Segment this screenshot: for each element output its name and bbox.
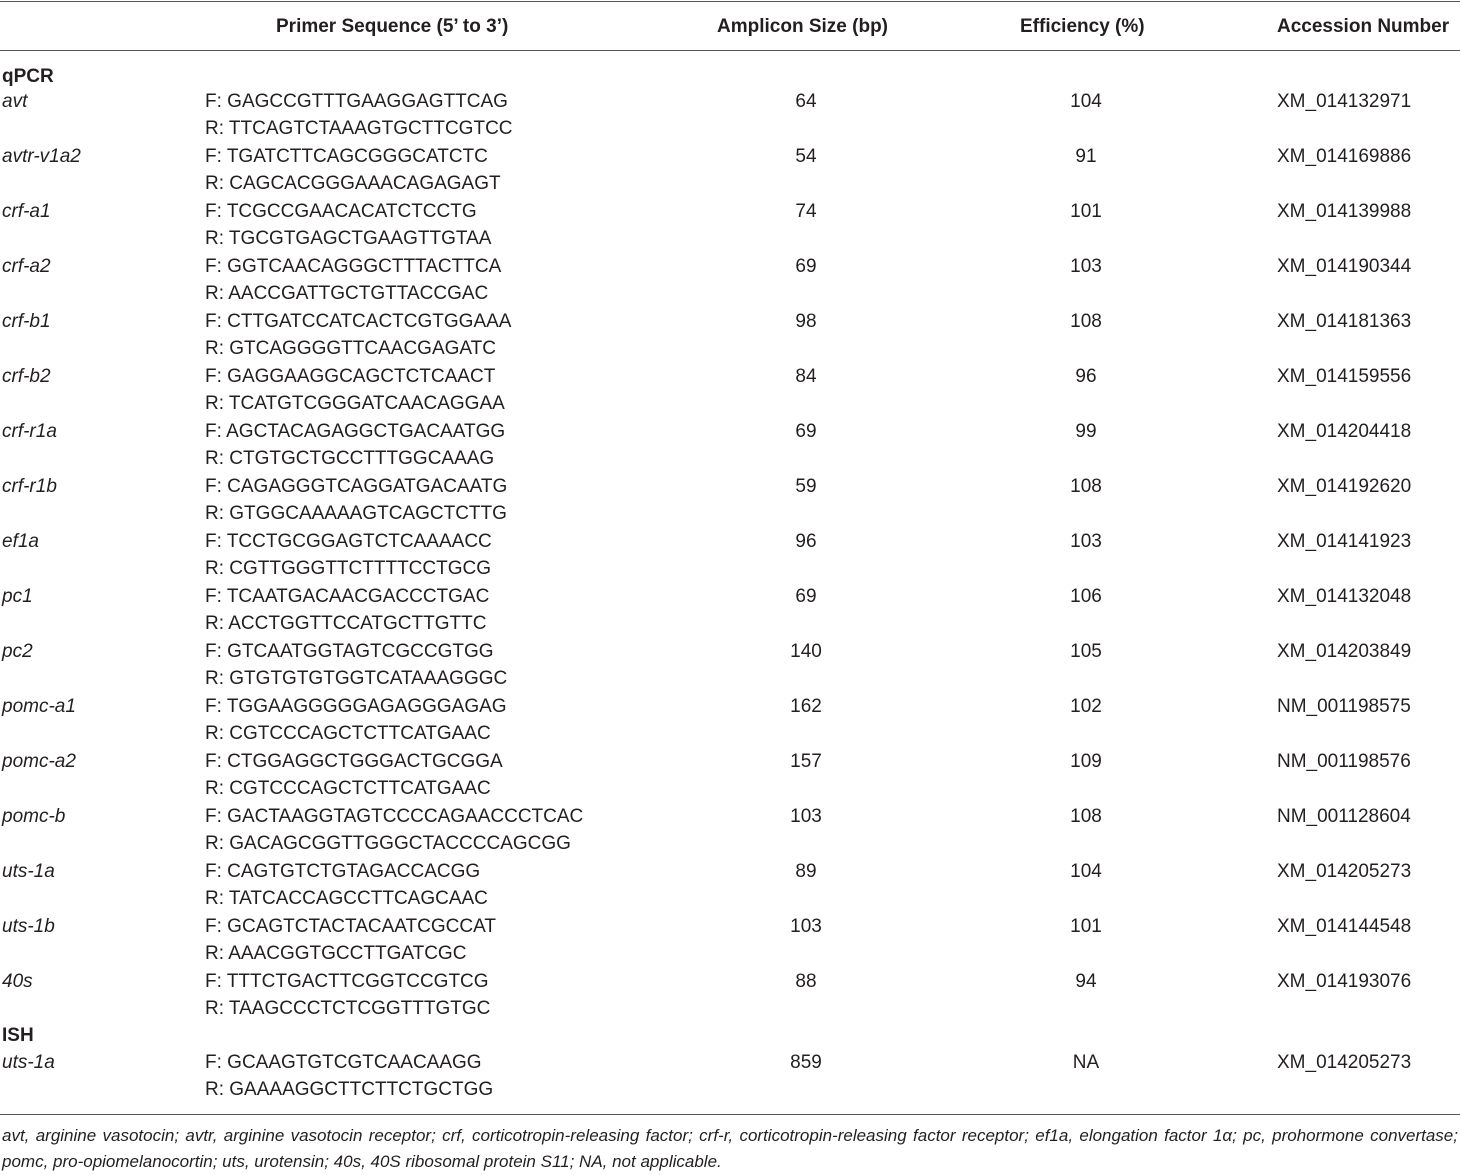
gene-name: pomc-a2	[2, 751, 76, 772]
header-rule	[0, 50, 1460, 51]
reverse-primer: R: GTGTGTGTGGTCATAAAGGGC	[205, 668, 508, 689]
efficiency-value: 103	[1070, 531, 1102, 552]
reverse-primer: R: TCATGTCGGGATCAACAGGAA	[205, 393, 505, 414]
gene-name: avt	[2, 91, 28, 112]
table-bottom-rule	[0, 1114, 1460, 1115]
header-primer-sequence: Primer Sequence (5’ to 3’)	[276, 16, 509, 37]
gene-name: crf-r1a	[2, 421, 57, 442]
amplicon-size: 88	[795, 971, 817, 992]
table-row	[0, 254, 1460, 308]
accession-number: NM_001128604	[1277, 806, 1411, 827]
reverse-primer: R: CGTTGGGTTCTTTTCCTGCG	[205, 558, 492, 579]
efficiency-value: 94	[1075, 971, 1097, 992]
forward-primer: F: TGGAAGGGGGAGAGGGAGAG	[205, 696, 507, 717]
accession-number: XM_014205273	[1277, 1052, 1412, 1073]
gene-name: avtr-v1a2	[2, 146, 81, 167]
table-row	[0, 144, 1460, 198]
table-row	[0, 1050, 1460, 1104]
table-row	[0, 474, 1460, 528]
amplicon-size: 69	[795, 586, 817, 607]
efficiency-value: 108	[1070, 806, 1102, 827]
forward-primer: F: GAGGAAGGCAGCTCTCAACT	[205, 366, 496, 387]
amplicon-size: 140	[790, 641, 822, 662]
amplicon-size: 859	[790, 1052, 822, 1073]
accession-number: XM_014203849	[1277, 641, 1412, 662]
table-row	[0, 914, 1460, 968]
forward-primer: F: AGCTACAGAGGCTGACAATGG	[205, 421, 506, 442]
reverse-primer: R: GTCAGGGGTTCAACGAGATC	[205, 338, 496, 359]
accession-number: XM_014205273	[1277, 861, 1412, 882]
gene-name: crf-a2	[2, 256, 51, 277]
table-row	[0, 694, 1460, 748]
forward-primer: F: TCCTGCGGAGTCTCAAAACC	[205, 531, 492, 552]
accession-number: XM_014181363	[1277, 311, 1412, 332]
table-row	[0, 804, 1460, 858]
amplicon-size: 59	[795, 476, 817, 497]
efficiency-value: 104	[1070, 861, 1102, 882]
efficiency-value: 108	[1070, 476, 1102, 497]
forward-primer: F: CTTGATCCATCACTCGTGGAAA	[205, 311, 512, 332]
accession-number: XM_014139988	[1277, 201, 1412, 222]
table-row	[0, 749, 1460, 803]
efficiency-value: 101	[1070, 916, 1102, 937]
accession-number: XM_014190344	[1277, 256, 1412, 277]
accession-number: XM_014132048	[1277, 586, 1412, 607]
amplicon-size: 98	[795, 311, 817, 332]
amplicon-size: 103	[790, 916, 822, 937]
accession-number: NM_001198576	[1277, 751, 1411, 772]
reverse-primer: R: CTGTGCTGCCTTTGGCAAAG	[205, 448, 495, 469]
table-row	[0, 639, 1460, 693]
forward-primer: F: TTTCTGACTTCGGTCCGTCG	[205, 971, 489, 992]
forward-primer: F: GTCAATGGTAGTCGCCGTGG	[205, 641, 494, 662]
efficiency-value: 99	[1075, 421, 1097, 442]
efficiency-value: 104	[1070, 91, 1102, 112]
gene-name: pc1	[2, 586, 33, 607]
gene-name: crf-r1b	[2, 476, 57, 497]
gene-name: crf-b2	[2, 366, 51, 387]
amplicon-size: 89	[795, 861, 817, 882]
gene-name: uts-1a	[2, 861, 55, 882]
efficiency-value: 96	[1075, 366, 1097, 387]
accession-number: XM_014141923	[1277, 531, 1412, 552]
accession-number: XM_014144548	[1277, 916, 1412, 937]
amplicon-size: 162	[790, 696, 822, 717]
efficiency-value: 103	[1070, 256, 1102, 277]
forward-primer: F: GCAAGTGTCGTCAACAAGG	[205, 1052, 482, 1073]
table-row	[0, 364, 1460, 418]
reverse-primer: R: GAAAAGGCTTCTTCTGCTGG	[205, 1079, 494, 1100]
gene-name: uts-1a	[2, 1052, 55, 1073]
table-row	[0, 969, 1460, 1023]
efficiency-value: 106	[1070, 586, 1102, 607]
forward-primer: F: GAGCCGTTTGAAGGAGTTCAG	[205, 91, 508, 112]
reverse-primer: R: AACCGATTGCTGTTACCGAC	[205, 283, 489, 304]
efficiency-value: 101	[1070, 201, 1102, 222]
amplicon-size: 103	[790, 806, 822, 827]
gene-name: uts-1b	[2, 916, 55, 937]
amplicon-size: 96	[795, 531, 817, 552]
gene-name: pomc-a1	[2, 696, 76, 717]
efficiency-value: NA	[1072, 1052, 1100, 1073]
reverse-primer: R: CAGCACGGGAAACAGAGAGT	[205, 173, 501, 194]
table-row	[0, 859, 1460, 913]
header-accession-number: Accession Number	[1277, 16, 1450, 37]
header-amplicon-size: Amplicon Size (bp)	[717, 16, 888, 37]
amplicon-size: 157	[790, 751, 822, 772]
reverse-primer: R: TATCACCAGCCTTCAGCAAC	[205, 888, 488, 909]
reverse-primer: R: CGTCCCAGCTCTTCATGAAC	[205, 723, 491, 744]
forward-primer: F: CTGGAGGCTGGGACTGCGGA	[205, 751, 503, 772]
forward-primer: F: GCAGTCTACTACAATCGCCAT	[205, 916, 496, 937]
forward-primer: F: CAGTGTCTGTAGACCACGG	[205, 861, 481, 882]
efficiency-value: 91	[1075, 146, 1097, 167]
accession-number: XM_014169886	[1277, 146, 1412, 167]
efficiency-value: 108	[1070, 311, 1102, 332]
table-row	[0, 529, 1460, 583]
efficiency-value: 105	[1070, 641, 1102, 662]
table-footnote: avt, arginine vasotocin; avtr, arginine vasotocin receptor; crf, corticotropin-releasing factor; crf-r, corticotropin-releasing factor receptor; ef1a, elongation factor 1α; pc, prohormone convertase; pomc, pro-opiomelanocortin; uts, urotensin; 40s, 40S ribosomal protein S11; NA, not applicable.	[2, 1126, 1458, 1171]
forward-primer: F: GACTAAGGTAGTCCCCAGAACCCTCAC	[205, 806, 584, 827]
table-row	[0, 89, 1460, 143]
amplicon-size: 69	[795, 256, 817, 277]
gene-name: pomc-b	[2, 806, 66, 827]
gene-name: ef1a	[2, 531, 39, 552]
forward-primer: F: GGTCAACAGGGCTTTACTTCA	[205, 256, 502, 277]
accession-number: XM_014193076	[1277, 971, 1412, 992]
table-row	[0, 419, 1460, 473]
section-label: qPCR	[2, 66, 54, 87]
reverse-primer: R: TGCGTGAGCTGAAGTTGTAA	[205, 228, 492, 249]
reverse-primer: R: AAACGGTGCCTTGATCGC	[205, 943, 467, 964]
accession-number: XM_014204418	[1277, 421, 1412, 442]
amplicon-size: 64	[795, 91, 817, 112]
amplicon-size: 74	[795, 201, 817, 222]
forward-primer: F: TGATCTTCAGCGGGCATCTC	[205, 146, 488, 167]
efficiency-value: 109	[1070, 751, 1102, 772]
gene-name: pc2	[2, 641, 33, 662]
forward-primer: F: TCAATGACAACGACCCTGAC	[205, 586, 490, 607]
reverse-primer: R: TAAGCCCTCTCGGTTTGTGC	[205, 998, 491, 1019]
reverse-primer: R: CGTCCCAGCTCTTCATGAAC	[205, 778, 491, 799]
table-row	[0, 199, 1460, 253]
reverse-primer: R: GACAGCGGTTGGGCTACCCCAGCGG	[205, 833, 571, 854]
gene-name: 40s	[2, 971, 33, 992]
reverse-primer: R: GTGGCAAAAAGTCAGCTCTTG	[205, 503, 507, 524]
section-label: ISH	[2, 1025, 34, 1046]
table-row	[0, 584, 1460, 638]
reverse-primer: R: TTCAGTCTAAAGTGCTTCGTCC	[205, 118, 513, 139]
table-top-rule	[0, 1, 1460, 2]
efficiency-value: 102	[1070, 696, 1102, 717]
accession-number: XM_014159556	[1277, 366, 1412, 387]
amplicon-size: 54	[795, 146, 817, 167]
accession-number: XM_014132971	[1277, 91, 1412, 112]
gene-name: crf-b1	[2, 311, 51, 332]
forward-primer: F: CAGAGGGTCAGGATGACAATG	[205, 476, 508, 497]
amplicon-size: 69	[795, 421, 817, 442]
forward-primer: F: TCGCCGAACACATCTCCTG	[205, 201, 477, 222]
gene-name: crf-a1	[2, 201, 51, 222]
accession-number: XM_014192620	[1277, 476, 1412, 497]
amplicon-size: 84	[795, 366, 817, 387]
table-row	[0, 309, 1460, 363]
accession-number: NM_001198575	[1277, 696, 1411, 717]
header-efficiency: Efficiency (%)	[1020, 16, 1145, 37]
reverse-primer: R: ACCTGGTTCCATGCTTGTTC	[205, 613, 487, 634]
